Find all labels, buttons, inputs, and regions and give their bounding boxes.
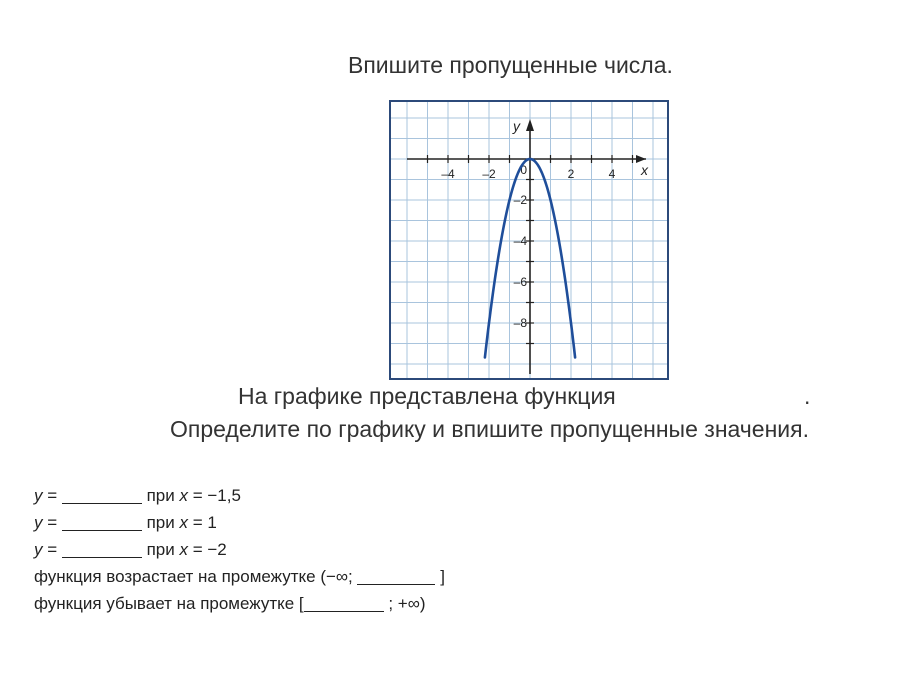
increase-interval-text: функция возрастает на промежутке (−∞;: [34, 567, 358, 586]
answer-blank-2[interactable]: [62, 512, 142, 531]
function-statement: На графике представлена функция: [238, 383, 616, 409]
x-tick-label: 4: [608, 167, 616, 181]
task-row-y-at-x-minus-2: [34, 536, 445, 563]
task-row-y-at-x-minus-1-5: [34, 482, 445, 509]
answer-list: [34, 482, 445, 617]
equals-sign: =: [42, 540, 62, 559]
task-row-y-at-x-1: [34, 509, 445, 536]
var-y: y: [34, 540, 43, 559]
word-pri: при: [141, 540, 180, 559]
y-tick-label: –2: [513, 193, 527, 207]
word-pri: при: [141, 513, 180, 532]
task-instruction: Определите по графику и впишите пропущенные значения.: [170, 416, 809, 442]
decrease-interval-close: ; +∞): [383, 594, 426, 613]
x-axis-label: x: [641, 162, 648, 178]
x-value: = −1,5: [187, 486, 241, 505]
answer-blank-decrease[interactable]: [304, 593, 384, 612]
y-axis-label: y: [513, 118, 520, 134]
equals-sign: =: [42, 486, 62, 505]
increase-interval-close: ]: [435, 567, 445, 586]
graph-canvas: [391, 102, 667, 378]
y-tick-label: –4: [513, 234, 527, 248]
var-x: x: [179, 540, 188, 559]
var-y: y: [34, 486, 43, 505]
decrease-interval-text: функция убывает на промежутке [: [34, 594, 304, 613]
task-row-increase-interval: [34, 563, 445, 590]
instruction-title: Впишите пропущенные числа.: [348, 52, 673, 78]
answer-blank-3[interactable]: [62, 539, 142, 558]
var-y: y: [34, 513, 43, 532]
var-x: x: [179, 486, 188, 505]
equals-sign: =: [42, 513, 62, 532]
x-value: = −2: [187, 540, 227, 559]
answer-blank-1[interactable]: [62, 485, 142, 504]
x-tick-label: –4: [441, 167, 455, 181]
x-tick-label: –2: [482, 167, 496, 181]
function-statement-period: .: [804, 383, 811, 409]
task-row-decrease-interval: [34, 590, 445, 617]
x-value: = 1: [187, 513, 217, 532]
answer-blank-increase[interactable]: [357, 566, 435, 585]
x-tick-label: 2: [567, 167, 575, 181]
function-graph: [389, 100, 669, 380]
y-tick-label: –6: [513, 275, 527, 289]
y-tick-label: –8: [513, 316, 527, 330]
origin-label: 0: [520, 163, 527, 177]
y-axis-arrow-icon: [526, 119, 534, 131]
word-pri: при: [141, 486, 180, 505]
var-x: x: [179, 513, 188, 532]
